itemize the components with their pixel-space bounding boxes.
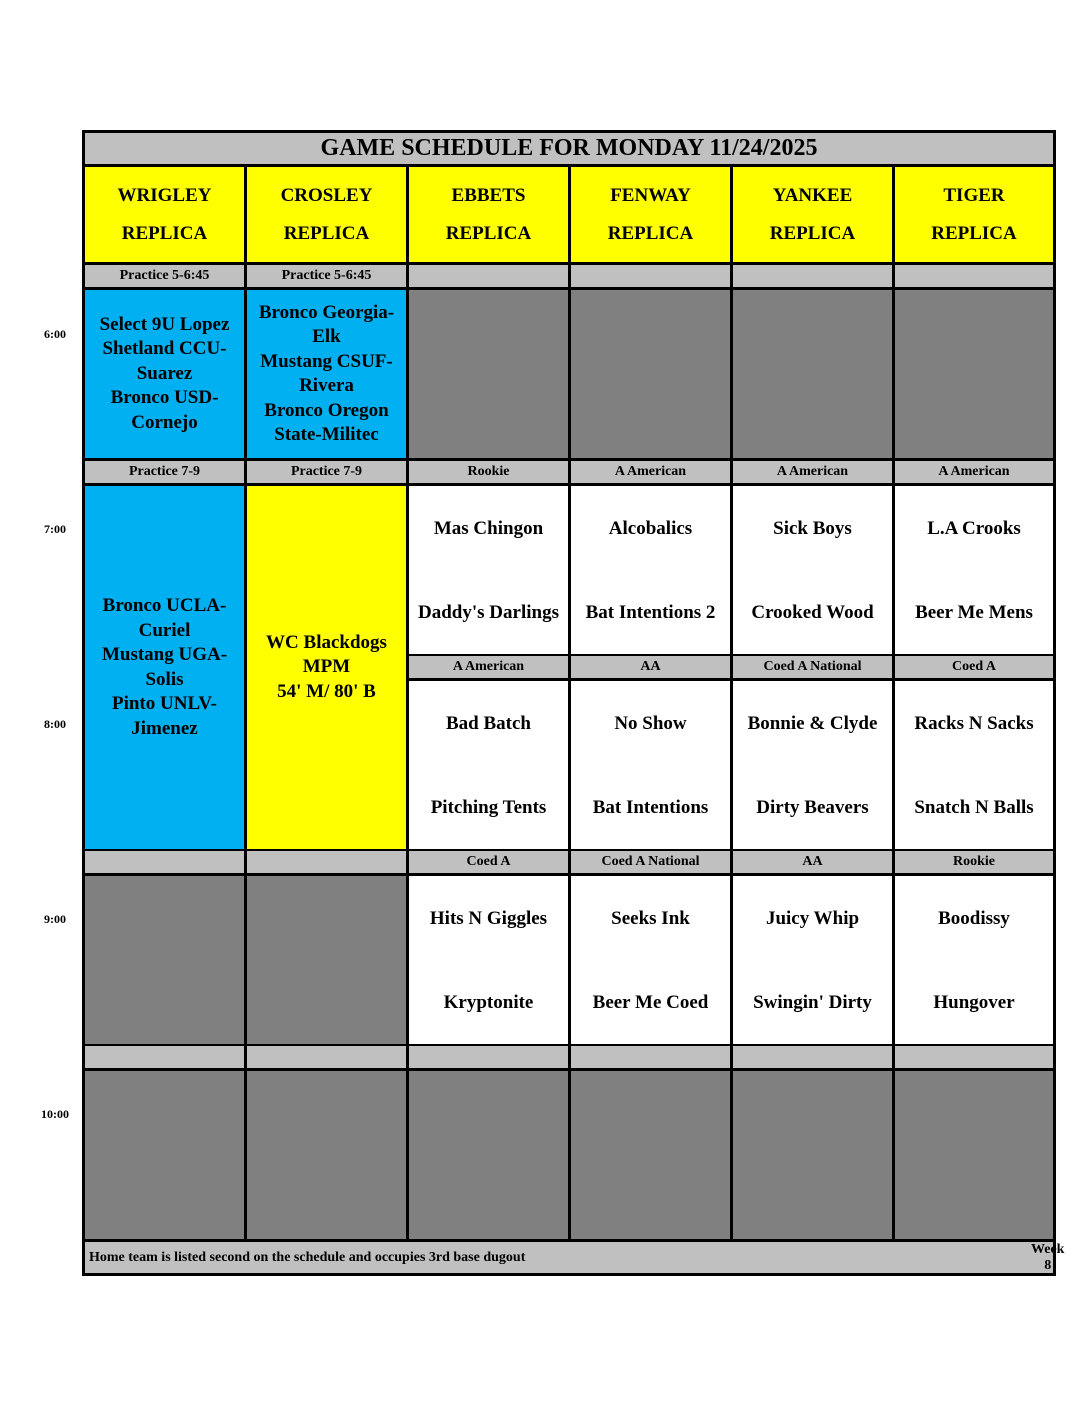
home-team: Daddy's Darlings xyxy=(418,602,559,623)
away-team: Bad Batch xyxy=(446,713,531,734)
slot-label xyxy=(895,1046,1053,1068)
practice-block-crosley xyxy=(247,290,406,458)
empty-slot xyxy=(85,876,244,1044)
team-line: Jimenez xyxy=(131,717,198,739)
home-team: Kryptonite xyxy=(443,992,534,1013)
slot-label: AA xyxy=(571,656,730,678)
team-line: State-Militec xyxy=(274,424,379,445)
field-header-wrigley xyxy=(85,167,244,262)
slot-label: AA xyxy=(733,851,892,873)
field-type: REPLICA xyxy=(931,222,1017,244)
game-cell-ebbets-9 xyxy=(409,876,568,1044)
team-line: Mustang UGA- xyxy=(101,644,228,665)
away-team: Mas Chingon xyxy=(433,518,544,539)
slot-label: Coed A xyxy=(895,656,1053,678)
team-line: Cornejo xyxy=(131,411,198,433)
slot-label xyxy=(571,265,730,287)
team-line: Rivera xyxy=(299,375,354,396)
away-team: Seeks Ink xyxy=(611,908,690,929)
game-cell-yankee-8 xyxy=(733,681,892,849)
home-team: Snatch N Balls xyxy=(914,797,1034,818)
team-line: Bronco USD- xyxy=(110,387,219,409)
team-line: WC Blackdogs xyxy=(266,631,387,653)
field-name: CROSLEY xyxy=(280,184,373,206)
slot-label: Coed A National xyxy=(571,851,730,873)
field-type: REPLICA xyxy=(607,222,694,244)
time-label-6: 6:00 xyxy=(44,327,66,341)
team-line: Shetland CCU- xyxy=(102,338,227,360)
empty-slot xyxy=(571,290,730,458)
field-header-tiger xyxy=(895,167,1053,262)
slot-label xyxy=(247,1046,406,1068)
empty-slot xyxy=(409,290,568,458)
game-cell-yankee-7 xyxy=(733,486,892,654)
team-line: Mustang CSUF- xyxy=(260,350,393,372)
game-cell-fenway-9 xyxy=(571,876,730,1044)
slot-label xyxy=(85,1046,244,1068)
time-label-9: 9:00 xyxy=(44,912,66,926)
slot-label xyxy=(733,1046,892,1068)
slot-label xyxy=(571,1046,730,1068)
team-line: Suarez xyxy=(136,362,193,384)
time-label-7: 7:00 xyxy=(44,522,66,536)
away-team: Alcobalics xyxy=(608,518,693,539)
away-team: L.A Crooks xyxy=(927,518,1021,539)
team-line: Pinto UNLV- xyxy=(111,693,218,714)
game-cell-yankee-9 xyxy=(733,876,892,1044)
field-name: EBBETS xyxy=(451,184,526,206)
team-line: MPM xyxy=(302,656,351,678)
empty-slot xyxy=(733,1071,892,1239)
empty-slot xyxy=(895,1071,1053,1239)
field-header-fenway xyxy=(571,167,730,262)
away-team: Bonnie & Clyde xyxy=(747,713,878,734)
game-cell-tiger-8 xyxy=(895,681,1053,849)
home-team: Dirty Beavers xyxy=(756,797,869,818)
empty-slot xyxy=(247,1071,406,1239)
empty-slot xyxy=(733,290,892,458)
footer-text: Home team is listed second on the schedule and occupies 3rd base dugout xyxy=(89,1249,526,1265)
time-label-10: 10:00 xyxy=(41,1107,69,1121)
field-type: REPLICA xyxy=(769,222,856,244)
empty-slot xyxy=(895,290,1053,458)
game-cell-tiger-7 xyxy=(895,486,1053,654)
slot-label xyxy=(409,1046,568,1068)
home-team: Beer Me Mens xyxy=(915,602,1033,623)
empty-slot xyxy=(247,876,406,1044)
field-type: REPLICA xyxy=(283,222,370,244)
team-line: Curiel xyxy=(138,619,191,641)
page-title: GAME SCHEDULE FOR MONDAY 11/24/2025 xyxy=(85,133,1053,164)
time-label-8: 8:00 xyxy=(44,717,66,731)
game-cell-ebbets-8 xyxy=(409,681,568,849)
away-team: No Show xyxy=(614,713,687,734)
field-name: WRIGLEY xyxy=(117,184,212,206)
away-team: Sick Boys xyxy=(773,518,852,539)
slot-label: A American xyxy=(895,461,1053,483)
slot-label: Coed A National xyxy=(733,656,892,678)
slot-label: A American xyxy=(571,461,730,483)
team-line: Elk xyxy=(312,326,341,347)
team-line: 54' M/ 80' B xyxy=(277,680,376,702)
slot-label xyxy=(733,265,892,287)
team-line: Bronco UCLA- xyxy=(102,595,227,616)
away-team: Juicy Whip xyxy=(765,908,860,929)
field-header-ebbets xyxy=(409,167,568,262)
field-name: YANKEE xyxy=(772,184,853,206)
slot-label: Practice 5-6:45 xyxy=(85,265,244,287)
slot-label: A American xyxy=(733,461,892,483)
home-team: Beer Me Coed xyxy=(592,992,709,1013)
slot-label: Practice 7-9 xyxy=(85,461,244,483)
practice-block-crosley xyxy=(247,486,406,849)
slot-label: Practice 7-9 xyxy=(247,461,406,483)
field-header-crosley xyxy=(247,167,406,262)
home-team: Hungover xyxy=(933,992,1015,1013)
empty-slot xyxy=(409,1071,568,1239)
slot-label: Rookie xyxy=(409,461,568,483)
game-cell-fenway-7 xyxy=(571,486,730,654)
team-line: Bronco Georgia- xyxy=(258,301,395,323)
home-team: Bat Intentions xyxy=(592,797,709,818)
schedule-table xyxy=(82,130,1065,1276)
field-header-yankee xyxy=(733,167,892,262)
home-team: Swingin' Dirty xyxy=(753,992,872,1013)
field-type: REPLICA xyxy=(445,222,532,244)
team-line: Select 9U Lopez xyxy=(99,313,230,335)
field-name: TIGER xyxy=(943,184,1005,206)
slot-label xyxy=(247,851,406,873)
game-cell-fenway-8 xyxy=(571,681,730,849)
slot-label: A American xyxy=(409,656,568,678)
empty-slot xyxy=(571,1071,730,1239)
game-cell-tiger-9 xyxy=(895,876,1053,1044)
slot-label xyxy=(409,265,568,287)
game-cell-ebbets-7 xyxy=(409,486,568,654)
field-name: FENWAY xyxy=(610,184,691,206)
practice-block-wrigley xyxy=(85,486,244,849)
team-line: Bronco Oregon xyxy=(264,399,389,421)
slot-label xyxy=(85,851,244,873)
team-line: Solis xyxy=(145,668,184,690)
slot-label: Practice 5-6:45 xyxy=(247,265,406,287)
home-team: Pitching Tents xyxy=(430,797,547,818)
week-label: Week 8 xyxy=(1031,1241,1065,1273)
home-team: Bat Intentions 2 xyxy=(585,602,716,623)
field-type: REPLICA xyxy=(121,222,208,244)
home-team: Crooked Wood xyxy=(751,602,874,623)
empty-slot xyxy=(85,1071,244,1239)
slot-label xyxy=(895,265,1053,287)
slot-label: Coed A xyxy=(409,851,568,873)
footer-note xyxy=(85,1241,1065,1273)
away-team: Racks N Sacks xyxy=(914,713,1034,734)
slot-label: Rookie xyxy=(895,851,1053,873)
away-team: Boodissy xyxy=(938,908,1010,929)
away-team: Hits N Giggles xyxy=(429,908,548,929)
practice-block-wrigley xyxy=(85,290,244,458)
